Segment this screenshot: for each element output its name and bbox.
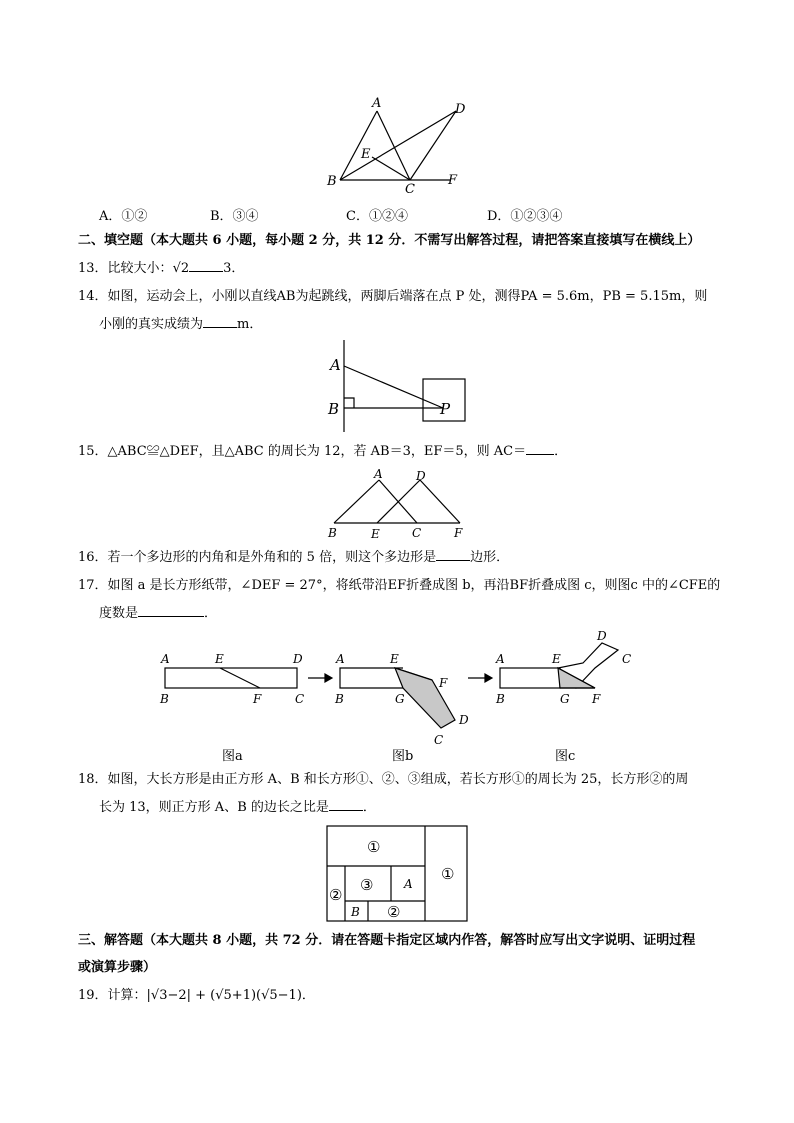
q17-caption-a: 图a (222, 749, 243, 764)
q17-line2-b: ． (204, 606, 218, 621)
q17-figures (150, 628, 670, 746)
q17b-label-e: E (390, 652, 399, 666)
q18-line2 (99, 798, 376, 818)
q13-text-b: 3． (223, 261, 245, 276)
q15-answer-blank (526, 442, 554, 455)
q15 (78, 442, 567, 462)
label-a: A (372, 96, 382, 111)
q14-line1: 14．如图，运动会上，小刚以直线AB为起跳线，两脚后端落在点 P 处，测得PA = 5.6m，PB = 5.15m，则 (78, 289, 708, 304)
q18-label-b: B (351, 905, 360, 919)
q17-caption-b: 图b (392, 749, 414, 764)
q13-answer-blank (189, 259, 223, 272)
q13-text-a: 比较大小： (107, 261, 173, 276)
q15-label-b: B (328, 526, 337, 540)
q19: 19．计算：|√3−2| + (√5+1)(√5−1)． (78, 988, 315, 1003)
q14-line2-a: 小刚的真实成绩为 (99, 317, 204, 332)
q17c-label-e: E (552, 652, 561, 666)
q17c-label-c: C (622, 652, 632, 666)
section3-heading-1: 三、解答题（本大题共 8 小题，共 72 分．请在答题卡指定区域内作答，解答时应写出文字说明、证明过程 (78, 933, 696, 948)
q17b-label-a: A (336, 652, 345, 666)
q15-label-e: E (371, 527, 380, 541)
q18-label-a: A (404, 877, 413, 891)
section2-heading: 二、填空题（本大题共 6 小题，每小题 2 分，共 12 分．不需写出解答过程，请把答案直接填写在横线上） (78, 233, 701, 248)
q17b-label-d: D (459, 713, 469, 727)
q18-label-1-right: ① (441, 865, 455, 883)
label-f: F (448, 173, 458, 188)
label-b: B (327, 174, 337, 189)
q17-line2-a: 度数是 (99, 606, 139, 621)
q15-label-c: C (412, 526, 422, 540)
q17a-label-c: C (295, 692, 305, 706)
q13 (78, 259, 244, 279)
q17b-label-g: G (395, 692, 405, 706)
top-triangle-figure (320, 95, 470, 195)
option-a: A．①② (99, 209, 148, 224)
q14-figure (320, 340, 470, 435)
q13-expr: √2 (172, 261, 190, 276)
q18-line2-b: ． (362, 800, 376, 815)
option-c: C．①②④ (346, 209, 408, 224)
q17c-label-b: B (496, 692, 505, 706)
q18-line2-a: 长为 13，则正方形 A、B 的边长之比是 (99, 800, 329, 815)
q17b-label-c: C (434, 733, 444, 746)
q18-figure (325, 824, 470, 924)
q17a-label-e: E (215, 652, 224, 666)
q18-label-1-top: ① (367, 838, 381, 856)
q14-label-a: A (330, 356, 341, 374)
q18-line1: 18．如图，大长方形是由正方形 A、B 和长方形①、②、③组成，若长方形①的周长为 25，长方形②的周 (78, 772, 689, 787)
q17-answer-blank (138, 604, 204, 617)
q17a-label-d: D (293, 652, 303, 666)
label-e: E (361, 147, 371, 162)
q14-line2 (99, 315, 262, 335)
q16-text-a: 16．若一个多边形的内角和是外角和的 5 倍，则这个多边形是 (78, 550, 437, 565)
q17-caption-c: 图c (555, 749, 576, 764)
q17a-label-a: A (161, 652, 170, 666)
q13-num: 13． (78, 261, 108, 276)
q17b-label-b: B (335, 692, 344, 706)
q17b-label-f: F (439, 676, 448, 690)
q18-label-3: ③ (360, 876, 374, 894)
q18-label-2-left: ② (329, 886, 343, 904)
q15-label-f: F (454, 526, 463, 540)
q17c-label-g: G (560, 692, 570, 706)
option-d: D．①②③④ (487, 209, 563, 224)
q14-label-b: B (328, 400, 340, 418)
q16-text-b: 边形． (470, 550, 510, 565)
q16 (78, 548, 509, 568)
label-d: D (455, 102, 466, 117)
q14-line2-b: m． (237, 317, 263, 332)
q14-answer-blank (203, 315, 237, 328)
q17c-label-a: A (496, 652, 505, 666)
q17-line2 (99, 604, 217, 624)
q15-figure (322, 466, 472, 542)
q17a-label-b: B (160, 692, 169, 706)
q16-answer-blank (436, 548, 470, 561)
q17c-label-f: F (592, 692, 601, 706)
q14-label-p: P (440, 400, 451, 418)
q15-text-a: 15．△ABC≌△DEF，且△ABC 的周长为 12，若 AB＝3，EF＝5，则 AC＝ (78, 444, 527, 459)
q17-line1: 17．如图 a 是长方形纸带，∠DEF = 27°，将纸带沿EF折叠成图 b，再沿BF折叠成图 c，则图c 中的∠CFE的 (78, 578, 721, 593)
section3-heading-2: 或演算步骤） (78, 960, 157, 975)
q18-answer-blank (329, 798, 363, 811)
q17c-label-d: D (597, 629, 607, 643)
q15-label-d: D (416, 469, 426, 483)
q18-label-2-bottom: ② (387, 903, 401, 921)
label-c: C (405, 182, 415, 195)
option-b: B．③④ (210, 209, 259, 224)
q15-label-a: A (374, 467, 383, 481)
q17a-label-f: F (253, 692, 262, 706)
q15-text-b: ． (554, 444, 568, 459)
